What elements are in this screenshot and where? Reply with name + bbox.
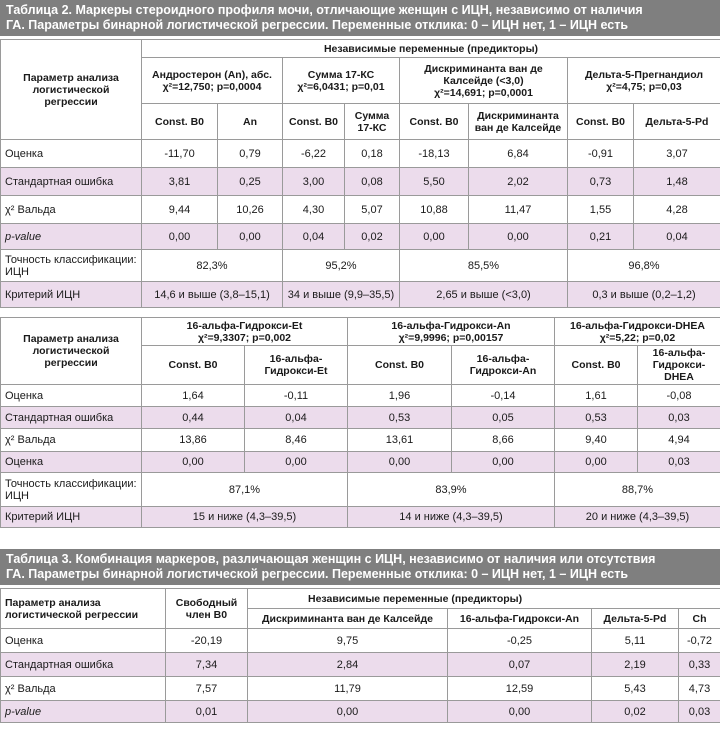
cell: 0,53 xyxy=(348,407,452,429)
table-row xyxy=(1,653,720,677)
row-label: Оценка xyxy=(1,452,142,473)
cell: -0,08 xyxy=(638,385,720,407)
cell: 7,34 xyxy=(166,653,248,677)
sub-header: Const. B0 xyxy=(283,104,345,140)
group-name: 16-альфа-Гидрокси-DHEA xyxy=(570,319,705,332)
row-label: Критерий ИЦН xyxy=(1,507,142,528)
group-chi: χ²=4,75; p=0,03 xyxy=(606,80,682,93)
cell: 5,11 xyxy=(592,629,679,653)
sub-header: Сумма 17-КС xyxy=(345,104,400,140)
table2-part-b xyxy=(0,317,720,528)
cell: -0,14 xyxy=(452,385,555,407)
sub-header: Const. B0 xyxy=(142,346,245,385)
row-label: Точность классификации: ИЦН xyxy=(1,250,142,282)
sub-header: Const. B0 xyxy=(568,104,634,140)
cell: 7,57 xyxy=(166,677,248,701)
criterion-cell: 14,6 и выше (3,8–15,1) xyxy=(142,282,283,308)
sub-header: Const. B0 xyxy=(400,104,469,140)
table2-caption-line2: ГА. Параметры бинарной логистической регрессии. Переменные отклика: 0 – ИЦН нет, 1 – ИЦН есть xyxy=(6,18,629,32)
row-label: Стандартная ошибка xyxy=(1,407,142,429)
cell: 0,25 xyxy=(218,168,283,196)
group-chi: χ²=6,0431; p=0,01 xyxy=(297,80,385,93)
group-header xyxy=(142,318,348,346)
cell: 1,61 xyxy=(555,385,638,407)
cell: 0,07 xyxy=(448,653,592,677)
cell: 4,73 xyxy=(679,677,720,701)
cell: 0,08 xyxy=(345,168,400,196)
cell: 2,84 xyxy=(248,653,448,677)
cell: -0,25 xyxy=(448,629,592,653)
cell: 5,07 xyxy=(345,196,400,224)
cell: 10,26 xyxy=(218,196,283,224)
row-label: p-value xyxy=(1,701,166,723)
table2-part-a xyxy=(0,39,720,308)
cell: 0,05 xyxy=(452,407,555,429)
sub-header: 16-альфа-Гидрокси-Et xyxy=(245,346,348,385)
group-header xyxy=(568,58,720,104)
accuracy-cell: 87,1% xyxy=(142,473,348,507)
cell: 0,01 xyxy=(166,701,248,723)
cell: 0,03 xyxy=(638,407,720,429)
indep-vars-header: Независимые переменные (предикторы) xyxy=(142,40,720,58)
cell: 0,00 xyxy=(400,224,469,250)
criterion-cell: 2,65 и выше (<3,0) xyxy=(400,282,568,308)
group-name: 16-альфа-Гидрокси-An xyxy=(391,319,511,332)
row-label: χ² Вальда xyxy=(1,429,142,452)
table-row xyxy=(1,473,720,507)
free-term-header: Свободный член B0 xyxy=(166,589,248,629)
accuracy-cell: 83,9% xyxy=(348,473,555,507)
cell: 6,84 xyxy=(469,140,568,168)
cell: 9,40 xyxy=(555,429,638,452)
cell: 0,00 xyxy=(218,224,283,250)
row-label: Критерий ИЦН xyxy=(1,282,142,308)
table-row xyxy=(1,196,720,224)
cell: 0,79 xyxy=(218,140,283,168)
cell: 0,00 xyxy=(348,452,452,473)
cell: 1,48 xyxy=(634,168,720,196)
table3-caption-line1: Таблица 3. Комбинация маркеров, различающая женщин с ИЦН, независимо от наличия или отсутствия xyxy=(6,552,656,566)
param-header: Параметр анализа логистической регрессии xyxy=(1,589,166,629)
cell: 8,46 xyxy=(245,429,348,452)
row-label: Стандартная ошибка xyxy=(1,168,142,196)
table2-caption-line1: Таблица 2. Маркеры стероидного профиля мочи, отличающие женщин с ИЦН, независимо от наличия xyxy=(6,3,643,17)
table-row xyxy=(1,507,720,528)
table-row xyxy=(1,429,720,452)
table-row xyxy=(1,385,720,407)
cell: 4,28 xyxy=(634,196,720,224)
cell: 0,03 xyxy=(679,701,720,723)
cell: 0,00 xyxy=(245,452,348,473)
cell: 0,00 xyxy=(142,224,218,250)
cell: 3,81 xyxy=(142,168,218,196)
sub-header: Дискриминанта ван де Калсейде xyxy=(248,609,448,629)
group-chi: χ²=9,3307; p=0,002 xyxy=(197,331,292,344)
table2-caption xyxy=(0,0,720,36)
table-row xyxy=(1,224,720,250)
table-row xyxy=(1,250,720,282)
cell: 1,64 xyxy=(142,385,245,407)
cell: 3,00 xyxy=(283,168,345,196)
group-name: Андростерон (An), абс. xyxy=(152,68,272,81)
cell: 0,33 xyxy=(679,653,720,677)
row-label: Оценка xyxy=(1,629,166,653)
cell: 0,00 xyxy=(555,452,638,473)
group-name: Дискриминанта ван де Калсейде (<3,0) xyxy=(424,62,543,87)
cell: 11,79 xyxy=(248,677,448,701)
accuracy-cell: 96,8% xyxy=(568,250,720,282)
cell: 0,00 xyxy=(448,701,592,723)
cell: 0,04 xyxy=(634,224,720,250)
cell: 0,04 xyxy=(245,407,348,429)
cell: 4,30 xyxy=(283,196,345,224)
criterion-cell: 0,3 и выше (0,2–1,2) xyxy=(568,282,720,308)
sub-header: Const. B0 xyxy=(348,346,452,385)
row-label: Стандартная ошибка xyxy=(1,653,166,677)
sub-header: Const. B0 xyxy=(142,104,218,140)
row-label: Точность классификации: ИЦН xyxy=(1,473,142,507)
table-row xyxy=(1,677,720,701)
criterion-cell: 20 и ниже (4,3–39,5) xyxy=(555,507,720,528)
table-row xyxy=(1,629,720,653)
accuracy-cell: 95,2% xyxy=(283,250,400,282)
row-label: χ² Вальда xyxy=(1,677,166,701)
group-header xyxy=(400,58,568,104)
cell: 9,44 xyxy=(142,196,218,224)
cell: 0,00 xyxy=(248,701,448,723)
cell: 2,02 xyxy=(469,168,568,196)
group-name: 16-альфа-Гидрокси-Et xyxy=(186,319,303,332)
sub-header: Const. B0 xyxy=(555,346,638,385)
group-header xyxy=(283,58,400,104)
indep-vars-header: Независимые переменные (предикторы) xyxy=(248,589,720,609)
cell: 0,44 xyxy=(142,407,245,429)
cell: 0,53 xyxy=(555,407,638,429)
cell: 3,07 xyxy=(634,140,720,168)
sub-header: Ch xyxy=(679,609,720,629)
param-header: Параметр анализа логистической регрессии xyxy=(1,318,142,385)
table-row xyxy=(1,168,720,196)
row-label: Оценка xyxy=(1,385,142,407)
cell: -0,72 xyxy=(679,629,720,653)
table3 xyxy=(0,588,720,723)
group-chi: χ²=5,22; p=0,02 xyxy=(599,331,676,344)
table-row xyxy=(1,452,720,473)
criterion-cell: 14 и ниже (4,3–39,5) xyxy=(348,507,555,528)
group-name: Сумма 17-КС xyxy=(307,68,375,81)
group-chi: χ²=12,750; p=0,0004 xyxy=(162,80,262,93)
group-name: Дельта-5-Прегнандиол xyxy=(584,68,704,81)
cell: 13,61 xyxy=(348,429,452,452)
table3-caption xyxy=(0,549,720,585)
cell: 0,00 xyxy=(452,452,555,473)
row-label: Оценка xyxy=(1,140,142,168)
cell: 4,94 xyxy=(638,429,720,452)
group-header xyxy=(555,318,720,346)
cell: 13,86 xyxy=(142,429,245,452)
cell: 0,02 xyxy=(345,224,400,250)
cell: 0,03 xyxy=(638,452,720,473)
accuracy-cell: 85,5% xyxy=(400,250,568,282)
group-header xyxy=(348,318,555,346)
cell: 0,73 xyxy=(568,168,634,196)
cell: 5,43 xyxy=(592,677,679,701)
cell: 0,02 xyxy=(592,701,679,723)
cell: 5,50 xyxy=(400,168,469,196)
row-label: χ² Вальда xyxy=(1,196,142,224)
sub-header: 16-альфа-Гидрокси-An xyxy=(448,609,592,629)
sub-header: Дельта-5-Pd xyxy=(634,104,720,140)
cell: -0,91 xyxy=(568,140,634,168)
accuracy-cell: 88,7% xyxy=(555,473,720,507)
criterion-cell: 15 и ниже (4,3–39,5) xyxy=(142,507,348,528)
cell: 0,00 xyxy=(469,224,568,250)
cell: 9,75 xyxy=(248,629,448,653)
cell: -6,22 xyxy=(283,140,345,168)
cell: 10,88 xyxy=(400,196,469,224)
cell: 12,59 xyxy=(448,677,592,701)
table-row xyxy=(1,140,720,168)
cell: -0,11 xyxy=(245,385,348,407)
sub-header: Дельта-5-Pd xyxy=(592,609,679,629)
table3-caption-line2: ГА. Параметры бинарной логистической регрессии. Переменные отклика: 0 – ИЦН нет, 1 – ИЦН есть xyxy=(6,567,629,581)
cell: 1,96 xyxy=(348,385,452,407)
sub-header: 16-альфа-Гидрокси-An xyxy=(452,346,555,385)
criterion-cell: 34 и выше (9,9–35,5) xyxy=(283,282,400,308)
cell: -20,19 xyxy=(166,629,248,653)
sub-header: Дискриминанта ван де Калсейде xyxy=(469,104,568,140)
row-label: p-value xyxy=(1,224,142,250)
cell: 8,66 xyxy=(452,429,555,452)
table-row xyxy=(1,282,720,308)
accuracy-cell: 82,3% xyxy=(142,250,283,282)
group-header xyxy=(142,58,283,104)
cell: 0,18 xyxy=(345,140,400,168)
cell: 2,19 xyxy=(592,653,679,677)
cell: -11,70 xyxy=(142,140,218,168)
sub-header: An xyxy=(218,104,283,140)
cell: 0,21 xyxy=(568,224,634,250)
sub-header: 16-альфа-Гидрокси-DHEA xyxy=(638,346,720,385)
cell: 11,47 xyxy=(469,196,568,224)
cell: 1,55 xyxy=(568,196,634,224)
cell: 0,04 xyxy=(283,224,345,250)
cell: -18,13 xyxy=(400,140,469,168)
table-row xyxy=(1,701,720,723)
group-chi: χ²=9,9996; p=0,00157 xyxy=(398,331,504,344)
table-row xyxy=(1,407,720,429)
param-header: Параметр анализа логистической регрессии xyxy=(1,40,142,140)
cell: 0,00 xyxy=(142,452,245,473)
group-chi: χ²=14,691; p=0,0001 xyxy=(434,86,533,99)
